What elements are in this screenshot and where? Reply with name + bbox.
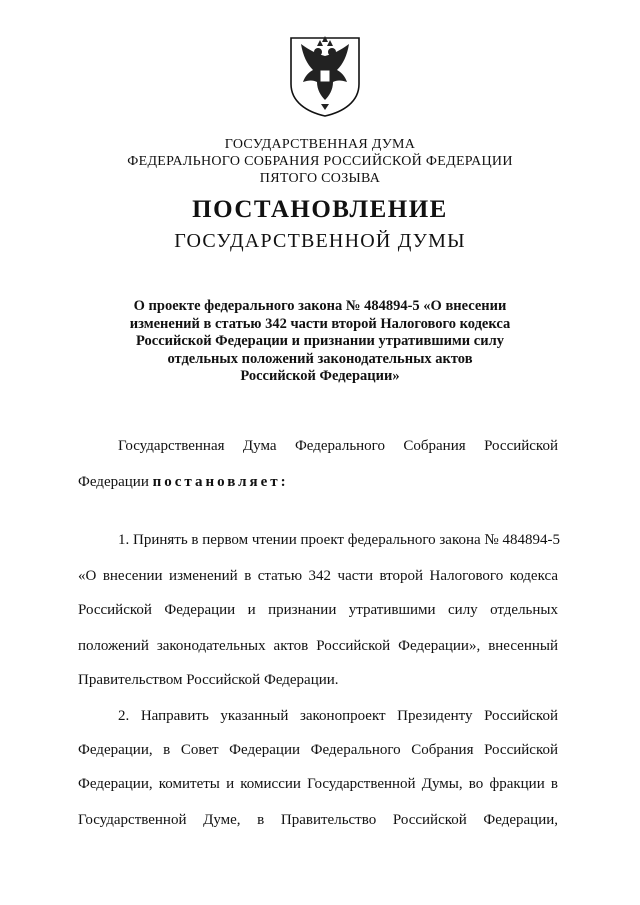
subject-line: О проекте федерального закона № 484894-5 «О внесении: [133, 298, 507, 314]
preamble-line-1: Государственная Дума Федерального Собрания Российской: [118, 438, 558, 454]
item-2-line: Государственной Думе, в Правительство Российской Федерации,: [78, 812, 558, 828]
document-subtitle: ГОСУДАРСТВЕННОЙ ДУМЫ: [174, 230, 466, 252]
coat-of-arms-emblem: [287, 34, 363, 118]
subject-line: отдельных положений законодательных актов: [167, 350, 473, 367]
organization-block: [0, 136, 640, 187]
convocation-line: ПЯТОГО СОЗЫВА: [259, 171, 381, 186]
preamble-line-2: [78, 472, 558, 492]
resolution-subject: [100, 298, 540, 386]
subject-line: Российской Федерации и признании утратившими силу: [136, 333, 504, 349]
preamble-prefix: Федерации: [78, 474, 153, 490]
subject-line: изменений в статью 342 части второй Налогового кодекса: [129, 315, 511, 332]
item-2-line: 2. Направить указанный законопроект Президенту Российской: [118, 708, 558, 724]
item-1-line: Российской Федерации и признании утратившими силу отдельных: [78, 602, 558, 618]
item-1-line: «О внесении изменений в статью 342 части второй Налогового кодекса: [78, 568, 558, 584]
item-1-line: Правительством Российской Федерации.: [78, 672, 339, 688]
organization-line-1: ГОСУДАРСТВЕННАЯ ДУМА: [224, 137, 416, 152]
organization-line-2: ФЕДЕРАЛЬНОГО СОБРАНИЯ РОССИЙСКОЙ ФЕДЕРАЦИИ: [127, 154, 513, 169]
document-title: ПОСТАНОВЛЕНИЕ: [192, 196, 448, 223]
subject-line: Российской Федерации»: [240, 368, 400, 384]
item-1-line: положений законодательных актов Российской Федерации», внесенный: [78, 638, 558, 654]
item-1-line: 1. Принять в первом чтении проект федерального закона № 484894-5: [118, 532, 560, 548]
decree-verb: постановляет:: [152, 474, 289, 490]
item-2-line: Федерации, комитеты и комиссии Государственной Думы, во фракции в: [78, 776, 558, 792]
item-2-line: Федерации, в Совет Федерации Федерального Собрания Российской: [78, 742, 558, 758]
